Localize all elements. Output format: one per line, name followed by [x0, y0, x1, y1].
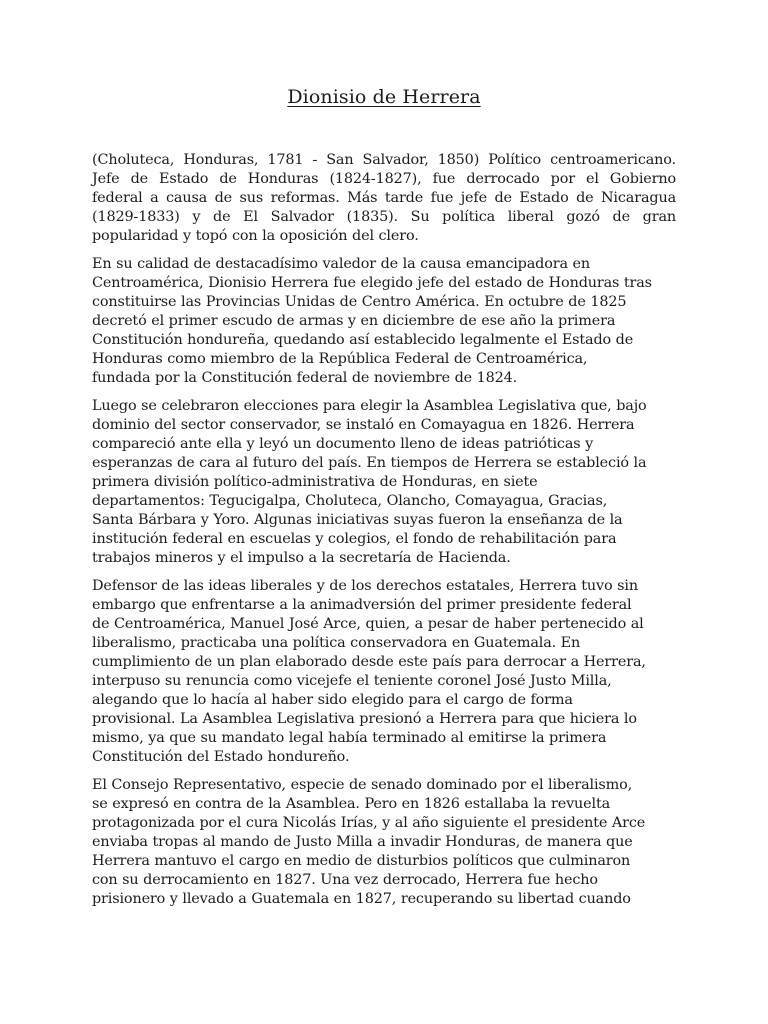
text-line: con su derrocamiento en 1827. Una vez derrocado, Herrera fue hecho	[92, 872, 598, 888]
text-line: de Centroamérica, Manuel José Arce, quien, a pesar de haber pertenecido al	[92, 616, 644, 632]
text-line: Santa Bárbara y Yoro. Algunas iniciativas suyas fueron la enseñanza de la	[92, 512, 623, 528]
text-line: mismo, ya que su mandato legal había terminado al emitirse la primera	[92, 730, 607, 746]
text-line: prisionero y llevado a Guatemala en 1827, recuperando su libertad cuando	[92, 891, 631, 907]
text-line: El Consejo Representativo, especie de senado dominado por el liberalismo,	[92, 777, 633, 793]
text-line: primera división político-administrativa de Honduras, en siete	[92, 474, 538, 490]
text-line: fundada por la Constitución federal de noviembre de 1824.	[92, 370, 518, 386]
text-line: constituirse las Provincias Unidas de Centro América. En octubre de 1825	[92, 294, 627, 310]
text-line: provisional. La Asamblea Legislativa presionó a Herrera para que hiciera lo	[92, 711, 637, 727]
text-line: (Choluteca, Honduras, 1781 - San Salvador, 1850) Político centroamericano.	[92, 152, 676, 168]
text-line: Herrera mantuvo el cargo en medio de disturbios políticos que culminaron	[92, 853, 631, 869]
text-line: protagonizada por el cura Nicolás Irías, y al año siguiente el presidente Arce	[92, 815, 646, 831]
text-line: dominio del sector conservador, se instaló en Comayagua en 1826. Herrera	[92, 417, 635, 433]
text-line: Constitución hondureña, quedando así establecido legalmente el Estado de	[92, 332, 634, 348]
text-line: decretó el primer escudo de armas y en diciembre de ese año la primera	[92, 313, 616, 329]
text-line: interpuso su renuncia como vicejefe el teniente coronel José Justo Milla,	[92, 673, 612, 689]
text-line: departamentos: Tegucigalpa, Choluteca, Olancho, Comayagua, Gracias,	[92, 493, 608, 509]
text-line: alegando que lo hacía al haber sido elegido para el cargo de forma	[92, 692, 573, 708]
text-line: trabajos mineros y el impulso a la secretaría de Hacienda.	[92, 550, 511, 566]
text-line: En su calidad de destacadísimo valedor de la causa emancipadora en	[92, 256, 591, 272]
text-line: esperanzas de cara al futuro del país. En tiempos de Herrera se estableció la	[92, 455, 647, 471]
text-line: compareció ante ella y leyó un documento lleno de ideas patrióticas y	[92, 436, 594, 452]
document-title: Dionisio de Herrera	[287, 86, 481, 108]
text-line: Honduras como miembro de la República Federal de Centroamérica,	[92, 351, 588, 367]
text-line: Centroamérica, Dionisio Herrera fue elegido jefe del estado de Honduras tras	[92, 275, 652, 291]
text-line: (1829-1833) y de El Salvador (1835). Su política liberal gozó de gran	[92, 209, 676, 225]
text-line: Constitución del Estado hondureño.	[92, 749, 350, 765]
paragraph-1	[92, 151, 676, 246]
text-line: federal a causa de sus reformas. Más tarde fue jefe de Estado de Nicaragua	[92, 190, 676, 206]
paragraph-5	[92, 776, 676, 909]
text-line: popularidad y topó con la oposición del clero.	[92, 228, 419, 244]
text-line: institución federal en escuelas y colegios, el fondo de rehabilitación para	[92, 531, 617, 547]
paragraph-4	[92, 577, 676, 767]
text-line: Jefe de Estado de Honduras (1824-1827), fue derrocado por el Gobierno	[92, 171, 676, 187]
text-line: se expresó en contra de la Asamblea. Pero en 1826 estallaba la revuelta	[92, 796, 611, 812]
text-line: enviaba tropas al mando de Justo Milla a invadir Honduras, de manera que	[92, 834, 633, 850]
text-line: liberalismo, practicaba una política conservadora en Guatemala. En	[92, 635, 581, 651]
text-line: cumplimiento de un plan elaborado desde este país para derrocar a Herrera,	[92, 654, 646, 670]
text-line: embargo que enfrentarse a la animadversión del primer presidente federal	[92, 597, 632, 613]
text-line: Luego se celebraron elecciones para elegir la Asamblea Legislativa que, bajo	[92, 398, 647, 414]
paragraph-2	[92, 255, 676, 388]
text-line: Defensor de las ideas liberales y de los derechos estatales, Herrera tuvo sin	[92, 578, 638, 594]
paragraph-3	[92, 397, 676, 568]
